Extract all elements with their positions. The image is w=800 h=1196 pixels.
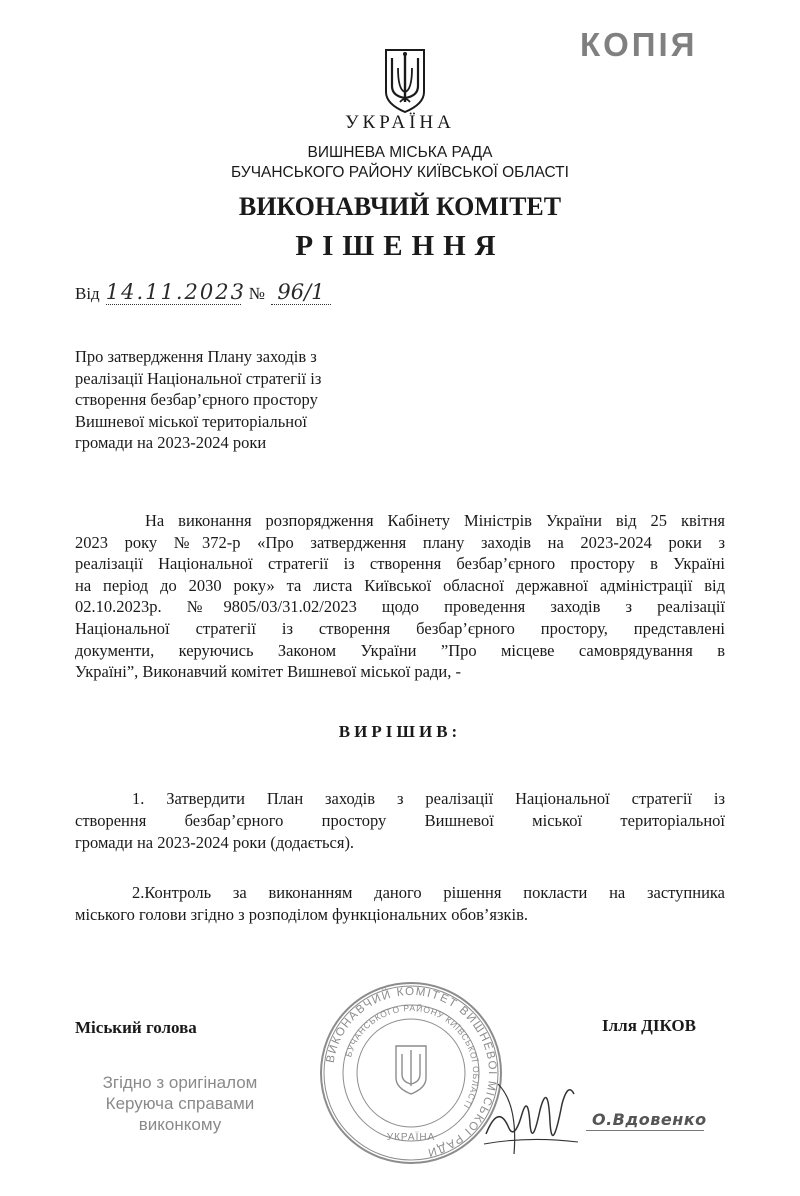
coat-of-arms-icon xyxy=(380,46,430,116)
decision-subject xyxy=(75,346,370,454)
preamble-paragraph xyxy=(75,510,725,683)
handwritten-date: 14.11.2023 xyxy=(105,280,246,304)
number-label: № xyxy=(248,284,265,303)
decision-item-1 xyxy=(75,788,725,854)
certification-stamp xyxy=(80,1072,280,1135)
handwritten-number: 96/1 xyxy=(271,280,331,305)
seal-outer-text: ВИКОНАВЧИЙ КОМІТЕТ ВИШНЕВОЇ МІСЬКОЇ РАДИ xyxy=(324,985,499,1159)
subject-line: створення безбар’єрного простору xyxy=(75,390,318,409)
preamble-line: реалізації Національної стратегії із створення безбар’єрного простору в Україні xyxy=(75,554,725,574)
item-line: громади на 2023-2024 роки (додається). xyxy=(75,833,355,852)
decision-title: РІШЕННЯ xyxy=(295,230,505,262)
decision-date-line xyxy=(75,280,331,305)
preamble-line: На виконання розпорядження Кабінету Міністрів України від 25 квітня xyxy=(145,511,725,530)
resolved-heading: ВИРІШИВ: xyxy=(338,722,462,741)
preamble-line: Національної стратегії із створення безбар’єрного простору, представлені xyxy=(75,618,725,638)
council-name: ВИШНЕВА МІСЬКА РАДА xyxy=(307,144,493,161)
certification-line: Згідно з оригіналом xyxy=(102,1073,258,1092)
preamble-line: 2023 року №372-р «Про затвердження плану заходів на 2023-2024 роки з xyxy=(75,532,725,552)
preamble-line: документи, керуючись Законом України ”Про місцеве самоврядування в xyxy=(75,640,725,660)
item-line: 1. Затвердити План заходів з реалізації Національної стратегії із xyxy=(132,789,725,808)
certifier-name: О.Вдовенко xyxy=(592,1110,707,1129)
item-line: створення безбар’єрного простору Вишневої міської територіальної xyxy=(75,811,725,830)
subject-line: реалізації Національної стратегії із xyxy=(75,368,322,388)
subject-line: Вишневої міської територіальної xyxy=(75,411,307,431)
copy-stamp: КОПІЯ xyxy=(580,26,698,63)
executive-committee-title: ВИКОНАВЧИЙ КОМІТЕТ xyxy=(238,192,562,221)
from-label: Від xyxy=(75,284,100,303)
signatory-title: Міський голова xyxy=(75,1018,197,1037)
certification-line: виконкому xyxy=(138,1115,222,1134)
preamble-line: 02.10.2023р. №9805/03/31.02/2023 щодо проведення заходів з реалізації xyxy=(75,597,725,617)
certification-line: Керуюча справами xyxy=(105,1094,255,1113)
certifier-underline xyxy=(586,1130,704,1131)
item-line: міського голови згідно з розподілом функціональних обов’язків. xyxy=(75,905,529,924)
subject-line: Про затвердження Плану заходів з xyxy=(75,347,317,366)
council-district: БУЧАНСЬКОГО РАЙОНУ КИЇВСЬКОЇ ОБЛАСТІ xyxy=(231,164,569,181)
country-name: УКРАЇНА xyxy=(345,112,455,133)
signatory-name: Ілля ДІКОВ xyxy=(602,1016,696,1035)
handwritten-signature-icon xyxy=(478,1064,588,1164)
seal-inner-text: БУЧАНСЬКОГО РАЙОНУ КИЇВСЬКОЇ ОБЛАСТІ xyxy=(343,1002,482,1111)
subject-line: громади на 2023-2024 роки xyxy=(75,433,267,452)
item-line: 2.Контроль за виконанням даного рішення покласти на заступника xyxy=(132,883,725,902)
official-seal-icon xyxy=(318,980,504,1166)
decision-item-2 xyxy=(75,882,725,926)
seal-bottom-text: УКРАЇНА xyxy=(386,1132,436,1143)
preamble-line: на період до 2030 року» та листа Київської обласної державної адміністрації від xyxy=(75,575,725,595)
preamble-line: Україні”, Виконавчий комітет Вишневої міської ради, - xyxy=(75,662,461,682)
